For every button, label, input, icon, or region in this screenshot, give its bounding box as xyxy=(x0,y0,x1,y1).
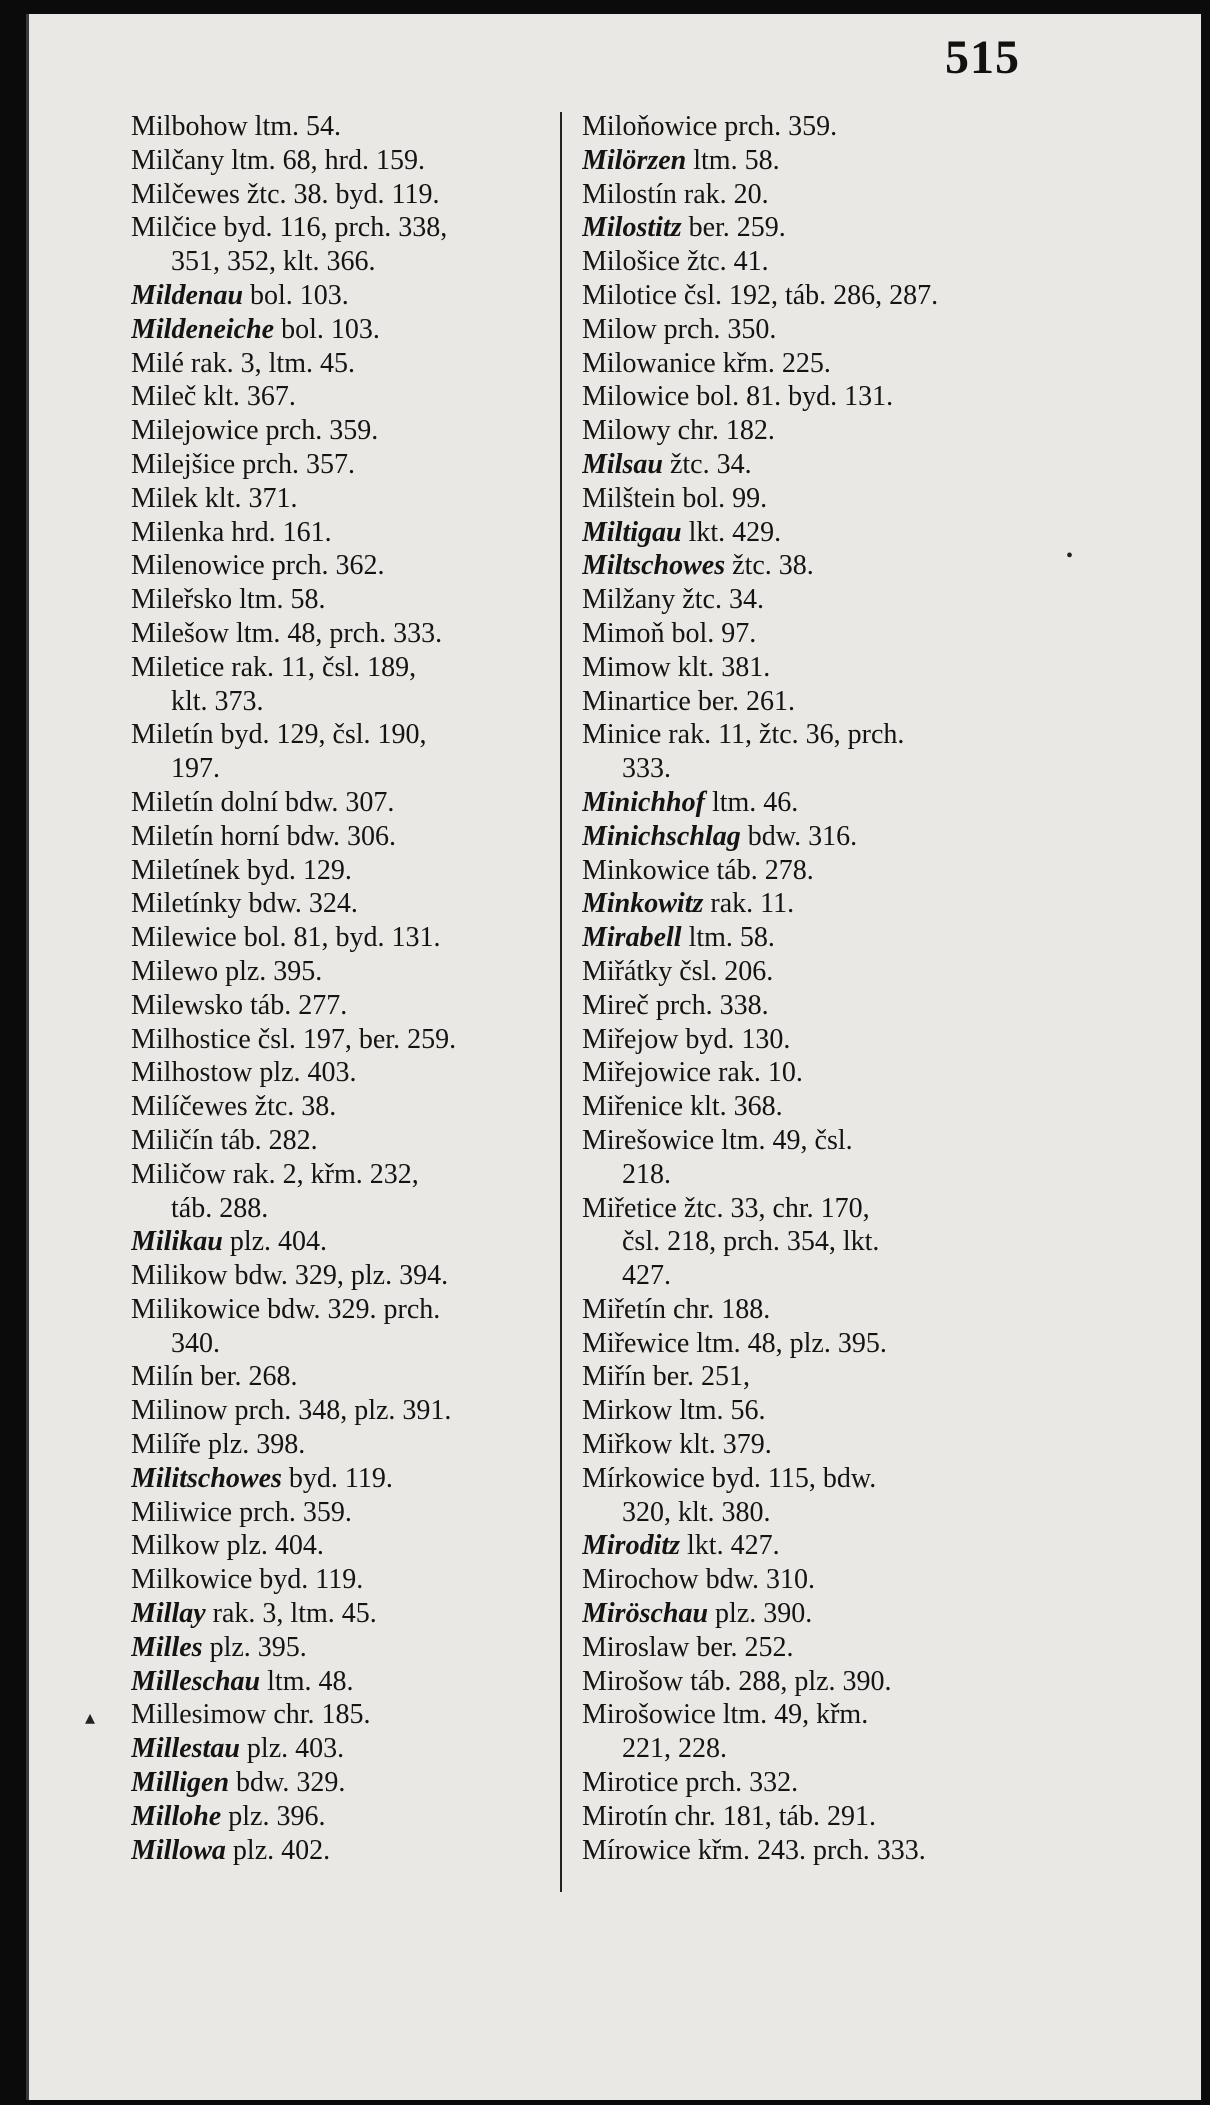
index-entry xyxy=(131,1529,571,1563)
index-entry xyxy=(131,110,571,144)
index-entry xyxy=(582,854,1032,888)
index-entry xyxy=(131,1732,571,1766)
german-place-name: Milligen xyxy=(131,1767,230,1799)
entry-text: Milikow bdw. 329, plz. 394. xyxy=(131,1260,449,1292)
entry-text: Milčewes žtc. 38. byd. 119. xyxy=(131,178,440,210)
index-entry xyxy=(582,549,1032,583)
entry-text: Miřátky čsl. 206. xyxy=(582,955,774,987)
index-entry xyxy=(582,211,1032,245)
index-entry xyxy=(131,1158,571,1192)
german-place-name: Mirabell xyxy=(582,922,682,954)
entry-text: plz. 396. xyxy=(221,1800,326,1832)
entry-text: 221, 228. xyxy=(622,1733,727,1765)
entry-text: Milčany ltm. 68, hrd. 159. xyxy=(131,144,425,176)
index-entry xyxy=(582,313,1032,347)
entry-text: Milostín rak. 20. xyxy=(582,178,769,210)
index-entry xyxy=(582,1192,1032,1226)
index-entry xyxy=(582,279,1032,313)
entry-text: Miletínky bdw. 324. xyxy=(131,888,358,920)
entry-text: Mírkowice byd. 115, bdw. xyxy=(582,1462,877,1494)
index-entry xyxy=(131,1665,571,1699)
entry-text: 197. xyxy=(171,753,220,785)
german-place-name: Milleschau xyxy=(131,1665,261,1697)
index-entry xyxy=(582,448,1032,482)
page-number: 515 xyxy=(945,31,1020,84)
entry-text: 218. xyxy=(622,1158,671,1190)
entry-text: bdw. 316. xyxy=(740,820,858,852)
entry-text: Miletín byd. 129, čsl. 190, xyxy=(131,719,427,751)
entry-text: Mirkow ltm. 56. xyxy=(582,1395,766,1427)
entry-text: Mirotín chr. 181, táb. 291. xyxy=(582,1800,876,1832)
index-entry xyxy=(582,144,1032,178)
index-entry xyxy=(131,1462,571,1496)
index-entry xyxy=(582,1563,1032,1597)
index-entry xyxy=(131,718,571,752)
index-entry xyxy=(131,1597,571,1631)
index-entry xyxy=(582,1529,1032,1563)
entry-text: Minartice ber. 261. xyxy=(582,685,796,717)
index-entry xyxy=(582,786,1032,820)
entry-text: Miřín ber. 251, xyxy=(582,1361,750,1393)
entry-text: Milowice bol. 81. byd. 131. xyxy=(582,381,894,413)
entry-text: Miletice rak. 11, čsl. 189, xyxy=(131,651,417,683)
index-entry xyxy=(582,1665,1032,1699)
index-entry xyxy=(131,549,571,583)
entry-text: Milowy chr. 182. xyxy=(582,415,775,447)
entry-text: Milé rak. 3, ltm. 45. xyxy=(131,347,355,379)
entry-text: Milinow prch. 348, plz. 391. xyxy=(131,1395,452,1427)
index-entry xyxy=(582,1597,1032,1631)
entry-text: Milbohow ltm. 54. xyxy=(131,111,342,142)
index-entry xyxy=(582,482,1032,516)
index-entry xyxy=(131,583,571,617)
german-place-name: Minichhof xyxy=(582,786,705,818)
entry-text: Mirotice prch. 332. xyxy=(582,1767,799,1799)
index-entry xyxy=(582,1090,1032,1124)
german-place-name: Milostitz xyxy=(582,212,682,244)
entry-text: ltm. 58. xyxy=(686,144,780,176)
entry-text: bol. 103. xyxy=(274,313,380,345)
index-entry xyxy=(582,887,1032,921)
index-entry xyxy=(582,414,1032,448)
entry-text: ber. 259. xyxy=(681,212,786,244)
german-place-name: Milörzen xyxy=(582,144,687,176)
index-entry xyxy=(131,989,571,1023)
index-entry xyxy=(582,1124,1032,1158)
index-entry xyxy=(582,1327,1032,1361)
german-place-name: Militschowes xyxy=(131,1462,282,1494)
index-entry xyxy=(582,1834,1032,1868)
entry-text: plz. 390. xyxy=(708,1598,813,1630)
german-place-name: Mildeneiche xyxy=(131,313,275,345)
index-entry xyxy=(131,1090,571,1124)
index-entry xyxy=(131,347,571,381)
entry-text: Mimow klt. 381. xyxy=(582,651,771,683)
index-entry xyxy=(131,1225,571,1259)
entry-text: táb. 288. xyxy=(171,1192,269,1224)
entry-text: Milín ber. 268. xyxy=(131,1361,298,1393)
entry-text: Miřejowice rak. 10. xyxy=(582,1057,803,1089)
ink-speck: • xyxy=(1066,545,1074,567)
entry-text: Milek klt. 371. xyxy=(131,482,298,514)
entry-text: Miliwice prch. 359. xyxy=(131,1496,352,1528)
entry-text: Miřenice klt. 368. xyxy=(582,1091,783,1123)
index-column-left xyxy=(131,110,571,1867)
index-entry-continuation xyxy=(582,1496,1032,1530)
entry-text: Milenka hrd. 161. xyxy=(131,516,332,548)
index-entry xyxy=(582,583,1032,617)
german-place-name: Milsau xyxy=(582,448,663,480)
entry-text: Milikowice bdw. 329. prch. xyxy=(131,1293,441,1325)
index-entry xyxy=(131,1698,571,1732)
index-entry xyxy=(582,718,1032,752)
index-entry xyxy=(582,1766,1032,1800)
entry-text: Milíčewes žtc. 38. xyxy=(131,1091,337,1123)
index-entry-continuation xyxy=(582,1225,1032,1259)
index-entry xyxy=(131,1563,571,1597)
index-entry xyxy=(131,955,571,989)
entry-text: Milow prch. 350. xyxy=(582,313,777,345)
index-entry xyxy=(131,651,571,685)
entry-text: Minice rak. 11, žtc. 36, prch. xyxy=(582,719,905,751)
entry-text: Milhostice čsl. 197, ber. 259. xyxy=(131,1023,457,1055)
index-entry xyxy=(131,1800,571,1834)
index-entry xyxy=(582,1698,1032,1732)
index-entry xyxy=(131,854,571,888)
entry-text: byd. 119. xyxy=(281,1462,393,1494)
index-entry xyxy=(131,380,571,414)
entry-text: Milčice byd. 116, prch. 338, xyxy=(131,212,448,244)
entry-text: ltm. 58. xyxy=(681,922,775,954)
entry-text: Millesimow chr. 185. xyxy=(131,1699,371,1731)
index-entry xyxy=(131,820,571,854)
entry-text: Miřejow byd. 130. xyxy=(582,1023,791,1055)
index-entry xyxy=(131,313,571,347)
index-entry xyxy=(131,414,571,448)
entry-text: Milowanice křm. 225. xyxy=(582,347,831,379)
entry-text: 320, klt. 380. xyxy=(622,1496,771,1528)
index-entry xyxy=(582,1631,1032,1665)
index-entry xyxy=(582,1293,1032,1327)
index-entry xyxy=(131,1056,571,1090)
entry-text: Milkow plz. 404. xyxy=(131,1530,324,1562)
entry-text: plz. 395. xyxy=(202,1631,307,1663)
index-entry xyxy=(582,651,1032,685)
german-place-name: Minichschlag xyxy=(582,820,741,852)
entry-text: Miletín horní bdw. 306. xyxy=(131,820,396,852)
index-entry xyxy=(582,1462,1032,1496)
entry-text: Miroslaw ber. 252. xyxy=(582,1631,794,1663)
index-entry xyxy=(582,1056,1032,1090)
index-entry xyxy=(131,921,571,955)
entry-text: Milkowice byd. 119. xyxy=(131,1564,364,1596)
german-place-name: Miröschau xyxy=(582,1598,709,1630)
index-entry xyxy=(131,1360,571,1394)
entry-text: lkt. 427. xyxy=(680,1530,780,1562)
index-entry-continuation xyxy=(582,1158,1032,1192)
entry-text: Miřkow klt. 379. xyxy=(582,1429,772,1461)
index-entry-continuation xyxy=(131,1327,571,1361)
entry-text: Mírowice křm. 243. prch. 333. xyxy=(582,1834,926,1866)
index-entry-continuation xyxy=(131,245,571,279)
index-entry xyxy=(131,1428,571,1462)
german-place-name: Mildenau xyxy=(131,279,244,311)
entry-text: bol. 103. xyxy=(243,279,349,311)
index-entry xyxy=(131,887,571,921)
index-entry xyxy=(131,617,571,651)
entry-text: Mirošow táb. 288, plz. 390. xyxy=(582,1665,892,1697)
entry-text: Milewo plz. 395. xyxy=(131,955,323,987)
entry-text: Miřewice ltm. 48, plz. 395. xyxy=(582,1327,887,1359)
entry-text: rak. 11. xyxy=(703,888,795,920)
entry-text: bdw. 329. xyxy=(229,1767,346,1799)
german-place-name: Miltschowes xyxy=(582,550,726,582)
index-entry xyxy=(131,448,571,482)
entry-text: plz. 402. xyxy=(225,1834,331,1866)
entry-text: Milenowice prch. 362. xyxy=(131,550,385,582)
entry-text: 351, 352, klt. 366. xyxy=(171,246,376,278)
entry-text: Miletínek byd. 129. xyxy=(131,854,352,886)
entry-text: Milotice čsl. 192, táb. 286, 287. xyxy=(582,279,939,311)
entry-text: rak. 3, ltm. 45. xyxy=(205,1598,377,1630)
index-entry xyxy=(582,347,1032,381)
german-place-name: Millestau xyxy=(131,1733,240,1765)
entry-text: lkt. 429. xyxy=(681,516,782,548)
index-entry xyxy=(582,178,1032,212)
index-entry xyxy=(582,820,1032,854)
index-entry-continuation xyxy=(582,1259,1032,1293)
entry-text: Milešow ltm. 48, prch. 333. xyxy=(131,617,443,649)
entry-text: Milíře plz. 398. xyxy=(131,1429,306,1461)
index-entry xyxy=(131,1766,571,1800)
entry-text: Mimoň bol. 97. xyxy=(582,617,757,649)
index-entry xyxy=(582,1800,1032,1834)
ink-speck: ▴ xyxy=(85,1707,96,1729)
index-entry xyxy=(131,144,571,178)
entry-text: Miřetice žtc. 33, chr. 170, xyxy=(582,1192,870,1224)
index-entry xyxy=(131,1023,571,1057)
index-entry xyxy=(582,617,1032,651)
index-entry xyxy=(131,1124,571,1158)
entry-text: Milošice žtc. 41. xyxy=(582,246,769,278)
index-entry xyxy=(131,516,571,550)
entry-text: Milewice bol. 81, byd. 131. xyxy=(131,922,441,954)
index-entry xyxy=(131,211,571,245)
entry-text: Mileřsko ltm. 58. xyxy=(131,584,326,616)
index-entry xyxy=(131,1293,571,1327)
entry-text: Milštein bol. 99. xyxy=(582,482,768,514)
entry-text: Miloňowice prch. 359. xyxy=(582,111,838,142)
index-entry xyxy=(582,110,1032,144)
index-entry xyxy=(582,380,1032,414)
index-entry xyxy=(582,989,1032,1023)
index-entry xyxy=(131,1496,571,1530)
entry-text: Milejšice prch. 357. xyxy=(131,448,355,480)
index-entry xyxy=(131,786,571,820)
entry-text: Miličow rak. 2, křm. 232, xyxy=(131,1158,419,1190)
german-place-name: Miltigau xyxy=(582,516,682,548)
german-place-name: Minkowitz xyxy=(582,888,704,920)
index-entry-continuation xyxy=(131,752,571,786)
index-entry xyxy=(582,685,1032,719)
entry-text: Miřetín chr. 188. xyxy=(582,1293,771,1325)
index-entry xyxy=(131,482,571,516)
index-entry xyxy=(131,1631,571,1665)
entry-text: 340. xyxy=(171,1327,220,1359)
entry-text: čsl. 218, prch. 354, lkt. xyxy=(622,1226,880,1258)
index-entry xyxy=(582,955,1032,989)
entry-text: žtc. 38. xyxy=(725,550,814,582)
index-entry xyxy=(582,516,1032,550)
entry-text: Milejowice prch. 359. xyxy=(131,415,379,447)
entry-text: Mireč prch. 338. xyxy=(582,989,769,1021)
index-entry-continuation xyxy=(131,685,571,719)
entry-text: ltm. 46. xyxy=(704,786,799,818)
entry-text: 427. xyxy=(622,1260,671,1292)
entry-text: Miličín táb. 282. xyxy=(131,1124,318,1156)
entry-text: Mirošowice ltm. 49, křm. xyxy=(582,1699,869,1731)
column-divider xyxy=(560,112,562,1892)
entry-text: Milewsko táb. 277. xyxy=(131,989,348,1021)
index-entry xyxy=(582,245,1032,279)
entry-text: žtc. 34. xyxy=(662,448,752,480)
entry-text: Mileč klt. 367. xyxy=(131,381,296,413)
german-place-name: Milikau xyxy=(131,1226,223,1258)
german-place-name: Milles xyxy=(131,1631,203,1663)
index-entry-continuation xyxy=(582,752,1032,786)
index-entry-continuation xyxy=(582,1732,1032,1766)
index-entry xyxy=(131,178,571,212)
entry-text: Miletín dolní bdw. 307. xyxy=(131,786,395,818)
index-entry xyxy=(582,1360,1032,1394)
index-entry xyxy=(582,1023,1032,1057)
entry-text: klt. 373. xyxy=(171,685,264,717)
index-entry xyxy=(131,1834,571,1868)
german-place-name: Millohe xyxy=(131,1800,222,1832)
index-entry xyxy=(131,1259,571,1293)
index-entry xyxy=(582,1394,1032,1428)
index-entry xyxy=(582,921,1032,955)
entry-text: Milžany žtc. 34. xyxy=(582,584,764,616)
entry-text: Minkowice táb. 278. xyxy=(582,854,814,886)
entry-text: plz. 404. xyxy=(222,1226,328,1258)
german-place-name: Miroditz xyxy=(582,1530,681,1562)
index-entry-continuation xyxy=(131,1192,571,1226)
index-entry xyxy=(131,279,571,313)
entry-text: Mirochow bdw. 310. xyxy=(582,1564,816,1596)
index-entry xyxy=(131,1394,571,1428)
index-column-right xyxy=(582,110,1032,1867)
german-place-name: Millowa xyxy=(131,1834,226,1866)
index-entry xyxy=(582,1428,1032,1462)
entry-text: ltm. 48. xyxy=(260,1665,354,1697)
entry-text: Milhostow plz. 403. xyxy=(131,1057,357,1089)
entry-text: Mirešowice ltm. 49, čsl. xyxy=(582,1124,853,1156)
german-place-name: Millay xyxy=(131,1598,206,1630)
entry-text: 333. xyxy=(622,753,671,785)
entry-text: plz. 403. xyxy=(239,1733,345,1765)
